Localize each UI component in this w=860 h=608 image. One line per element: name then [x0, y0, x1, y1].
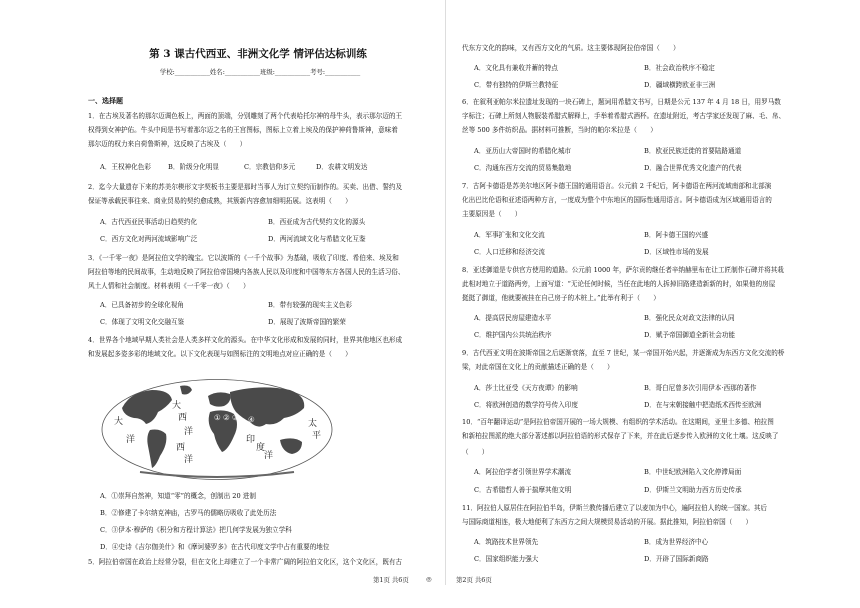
map-label-pacific-2: 平 [312, 431, 322, 441]
q2-line-1: 2．迄今大量遗存下来的苏美尔楔形文字契板书主要是那时当事人为订立契约而制作的。买卖、出借、誓约及 [88, 183, 403, 191]
q1-option-d[interactable]: D．农耕文明发达 [316, 163, 368, 171]
map-label-atlantic-5: 洋 [184, 455, 194, 465]
map-label-indian-2: 度 [256, 443, 266, 453]
column-divider [445, 0, 446, 585]
q9-option-c[interactable]: C．将欧洲创造的数学符号传入印度 [474, 401, 578, 409]
page-number-left: 第1页 共6页 [373, 576, 409, 584]
q11-line-1: 11．阿拉伯人原居住在阿拉伯半岛，伊斯兰教传播后建立了以麦加为中心，遍阿拉伯人的统一国家。其后 [462, 504, 768, 512]
q8-line-3: 挺挺了御道，他就要被挂在自己房子的木桩上。”此举有利于（ ） [462, 294, 660, 302]
q6-line-3: 丝等 500 多件纺织品。据材料可推断，当时的帕尔米拉是（ ） [462, 126, 657, 134]
q4-option-c[interactable]: C．③伊本·穆萨的《积分和方程计算法》把几何学发展为独立学科 [100, 526, 292, 534]
q1-option-a[interactable]: A．王权神化色彩 [100, 163, 151, 171]
q10-option-a[interactable]: A．阿拉伯学者引领世界学术潮流 [474, 468, 572, 476]
map-marker-1: ① [214, 413, 221, 422]
page-number-right: 第2页 共6页 [456, 576, 492, 584]
q7-option-a[interactable]: A．军事扩张和文化交流 [474, 231, 545, 239]
q3-line-1: 3．《一千零一夜》是阿拉伯文学的瑰宝。它以波斯的《一千个故事》为基础，吸收了印度、希伯来、埃及和 [88, 254, 399, 262]
q7-line-1: 7．古阿卡德语是苏美尔地区阿卡德王国的通用语言。公元前 2 千纪后，阿卡德语在两河流域南部和北部演 [462, 182, 772, 190]
q6-line-1: 6．在叙利亚帕尔米拉遗址发现的一块石碑上，题词用希腊文书写，日期是公元 137 年 4 月 18 日，用罗马数 [462, 98, 781, 106]
page-center-mark: ◎ [426, 575, 432, 583]
q1-line-1: 1．在古埃及著名的那尔迈调色板上，两面的顶端，分别雕刻了两个代表哈托尔神的母牛头，表示那尔迈的王 [88, 112, 403, 120]
page-title: 第 3 课古代西亚、非洲文化学 情评估达标训练 [149, 48, 367, 60]
map-marker-2: ② [223, 413, 230, 422]
q10-option-b[interactable]: B．中世纪欧洲陷入文化停滞局面 [644, 468, 742, 476]
q10-line-2: 和新柏拉图派的绝大部分著述都以阿拉伯语的形式保存了下来，并在此后逐步传入欧洲的文化土壤。这反映了 [462, 432, 779, 440]
map-label-atlantic-1: 西 [178, 413, 188, 423]
q5-line-1: 5．阿拉伯帝国在政治上经常分裂，但在文化上却建立了一个非常广阔的阿拉伯文化区，这个文化区，既有古 [88, 558, 403, 566]
q1-option-c[interactable]: C．宗教信仰多元 [244, 163, 296, 171]
q5-option-b[interactable]: B．社会政治秩序不稳定 [644, 64, 715, 72]
q4-option-a[interactable]: A．①崇拜自然神，知道“零”的概念，创制出 20 进制 [100, 492, 256, 500]
q8-option-d[interactable]: D．赋予帝国御道全新社会功能 [644, 331, 736, 339]
q2-line-2: 保证等承载民事往来、商业贸易的契约愈成熟，其簇新内容愈加细明拓展。这表明（ ） [88, 197, 352, 205]
map-label-atlantic-2: 洋 [184, 427, 194, 437]
q10-option-d[interactable]: D．伊斯兰文明助力西方历史传承 [644, 486, 742, 494]
q8-line-2: 此相对地立于道路两旁，上面写道：“无论任何时候，当任在此地的人拆掉旧路建造新新的时，如果他的房屋 [462, 280, 776, 288]
map-label-indian-1: 印 [246, 435, 256, 445]
map-marker-4: ④ [248, 415, 255, 424]
q6-option-a[interactable]: A．亚历山大帝国时的希腊化城市 [474, 147, 572, 155]
q6-option-d[interactable]: D．融合世界优秀文化遗产的代表 [644, 164, 742, 172]
q4-option-d[interactable]: D．④史诗《吉尔伽美什》和《摩诃婆罗多》在古代印度文学中占有重要的地位 [100, 543, 330, 551]
q3-line-3: 风土人情和社会制度。材料表明《一千零一夜》（ ） [88, 282, 250, 290]
world-map-figure [100, 378, 334, 481]
q2-option-c[interactable]: C．西方文化对两河流域影响广泛 [100, 235, 198, 243]
q3-option-c[interactable]: C．体现了文明文化交融互鉴 [100, 318, 185, 326]
q4-option-b[interactable]: B．②修建了卡尔纳克神庙，古罗马的儒略历吸收了此处历法 [100, 509, 277, 517]
q9-option-b[interactable]: B．哥白尼曾多次引用伊本·西那的著作 [644, 384, 757, 392]
q4-line-1: 4．世界各个地域早期人类社会是人类多样文化的源头。在中华文化形成和发展的同时，世界其他地区也形成 [88, 336, 403, 344]
q10-option-c[interactable]: C．古希腊哲人善于揣摩其他文明 [474, 486, 572, 494]
q9-option-a[interactable]: A．莎士比亚受《天方夜谭》的影响 [474, 384, 578, 392]
q11-option-b[interactable]: B．成为世界经济中心 [644, 538, 709, 546]
q7-option-b[interactable]: B．阿卡德王国的兴盛 [644, 231, 709, 239]
q1-line-2: 权得到女神护佑。牛头中间是书写着那尔迈之名的王宫图标，图标上立着上埃及的保护神荷鲁斯神，意味着 [88, 126, 398, 134]
q6-line-2: 字标注；石碑上所刻人物服装希腊式解释上，手举着希腊式酒杯。在遗址附近，考古学家还发现了麻、毛、帛、 [462, 112, 786, 120]
q4-line-2: 和发展起多姿多彩的地域文化。以下文化表现与如图标注的文明地点对应正确的是（ ） [88, 350, 352, 358]
q1-option-b[interactable]: B．阶级分化明显 [168, 163, 220, 171]
q5-option-d[interactable]: D．疆域横跨欧亚非三洲 [644, 81, 716, 89]
q3-option-a[interactable]: A．已具备初步的全球化视角 [100, 301, 184, 309]
q8-option-b[interactable]: B．强化民众对政文法律的认同 [644, 314, 735, 322]
q2-option-a[interactable]: A．古代西亚民事活动日趋契约化 [100, 218, 198, 226]
map-marker-3: ③ [232, 413, 239, 422]
q6-option-c[interactable]: C．沟通东西方交流的贸易集散地 [474, 164, 572, 172]
q8-line-1: 8．亚述御道是专供官方使用的道路。公元前 1000 年，萨尔贡的继任者辛纳赫里布在让工匠制作石碑并将其栽 [462, 266, 784, 274]
q9-line-2: 梁，对此帝国在文化上的贡献描述正确的是（ ） [462, 363, 614, 371]
q5-option-a[interactable]: A．文化具有兼收并蓄的特点 [474, 64, 558, 72]
world-map-svg [100, 378, 334, 481]
map-label-indian-3: 洋 [264, 451, 274, 461]
q11-line-2: 与国际商道相连，极大地便利了东西方之间大规模贸易活动的开展。据此推知，阿拉伯帝国（ ） [462, 518, 753, 526]
q5-option-c[interactable]: C．带有独特的伊斯兰教特征 [474, 81, 559, 89]
q7-line-3: 主要原因是（ ） [462, 210, 522, 218]
q10-line-3: （ ） [462, 448, 489, 456]
q5-line-2: 代东方文化的韵味，又有西方文化的气质。这主要体现阿拉伯帝国（ ） [462, 44, 680, 52]
q7-option-d[interactable]: D．区域性市场的发展 [644, 248, 709, 256]
q3-line-2: 阿拉伯等地的民间故事，生动地反映了阿拉伯帝国境内各族人民以及印度和中国等东方各国人民的生活习俗、 [88, 268, 405, 276]
q9-option-d[interactable]: D．在与宋朝接触中把造纸术西传至欧洲 [644, 401, 762, 409]
q6-option-b[interactable]: B．欧亚民族迁徙的首要陆路通道 [644, 147, 742, 155]
map-label-pacific-1: 太 [308, 419, 318, 429]
q3-option-d[interactable]: D．展现了波斯帝国的繁荣 [268, 318, 346, 326]
q3-option-b[interactable]: B．带有较强的现实主义色彩 [268, 301, 352, 309]
q1-line-3: 那尔迈的权力来自荷鲁斯神，这反映了古埃及（ ） [88, 140, 247, 148]
map-label-pacific-3: 洋 [126, 435, 136, 445]
student-info-line: 学校:___________姓名:___________班级:___________考号:___________ [159, 68, 361, 76]
q11-option-a[interactable]: A．筑路技术世界领先 [474, 538, 539, 546]
map-label-atlantic-3: 大 [172, 401, 182, 411]
q11-option-c[interactable]: C．国家组织能力强大 [474, 555, 539, 563]
q10-line-1: 10．“百年翻译运动”是阿拉伯帝国开展的一场大规模、有组织的学术活动。在这期间，亚里士多德、柏拉图 [462, 418, 774, 426]
q2-option-b[interactable]: B．西亚成为古代契约文化的源头 [268, 218, 366, 226]
q11-option-d[interactable]: D．开辟了国际新商路 [644, 555, 709, 563]
q7-option-c[interactable]: C．人口迁移和经济交流 [474, 248, 545, 256]
q8-option-c[interactable]: C．维护国内公共统治秩序 [474, 331, 552, 339]
q8-option-a[interactable]: A．提高居民房屋建造水平 [474, 314, 552, 322]
map-label-atlantic-4: 西 [176, 443, 186, 453]
q2-option-d[interactable]: D．两河流域文化与希腊文化互鉴 [268, 235, 366, 243]
section-title: 一、选择题 [88, 96, 123, 105]
q9-line-1: 9．古代西亚文明在波斯帝国之后逐渐衰落，直至 7 世纪，某一帝国开始兴起，并逐渐成为东西方文化交流的桥 [462, 349, 785, 357]
map-label-pacific-left-1: 大 [114, 417, 124, 427]
q7-line-2: 化出巴比伦语和亚述语两种方言，一度成为整个中东地区的国际性通用语言。阿卡德语成为区域通用语言的 [462, 196, 772, 204]
